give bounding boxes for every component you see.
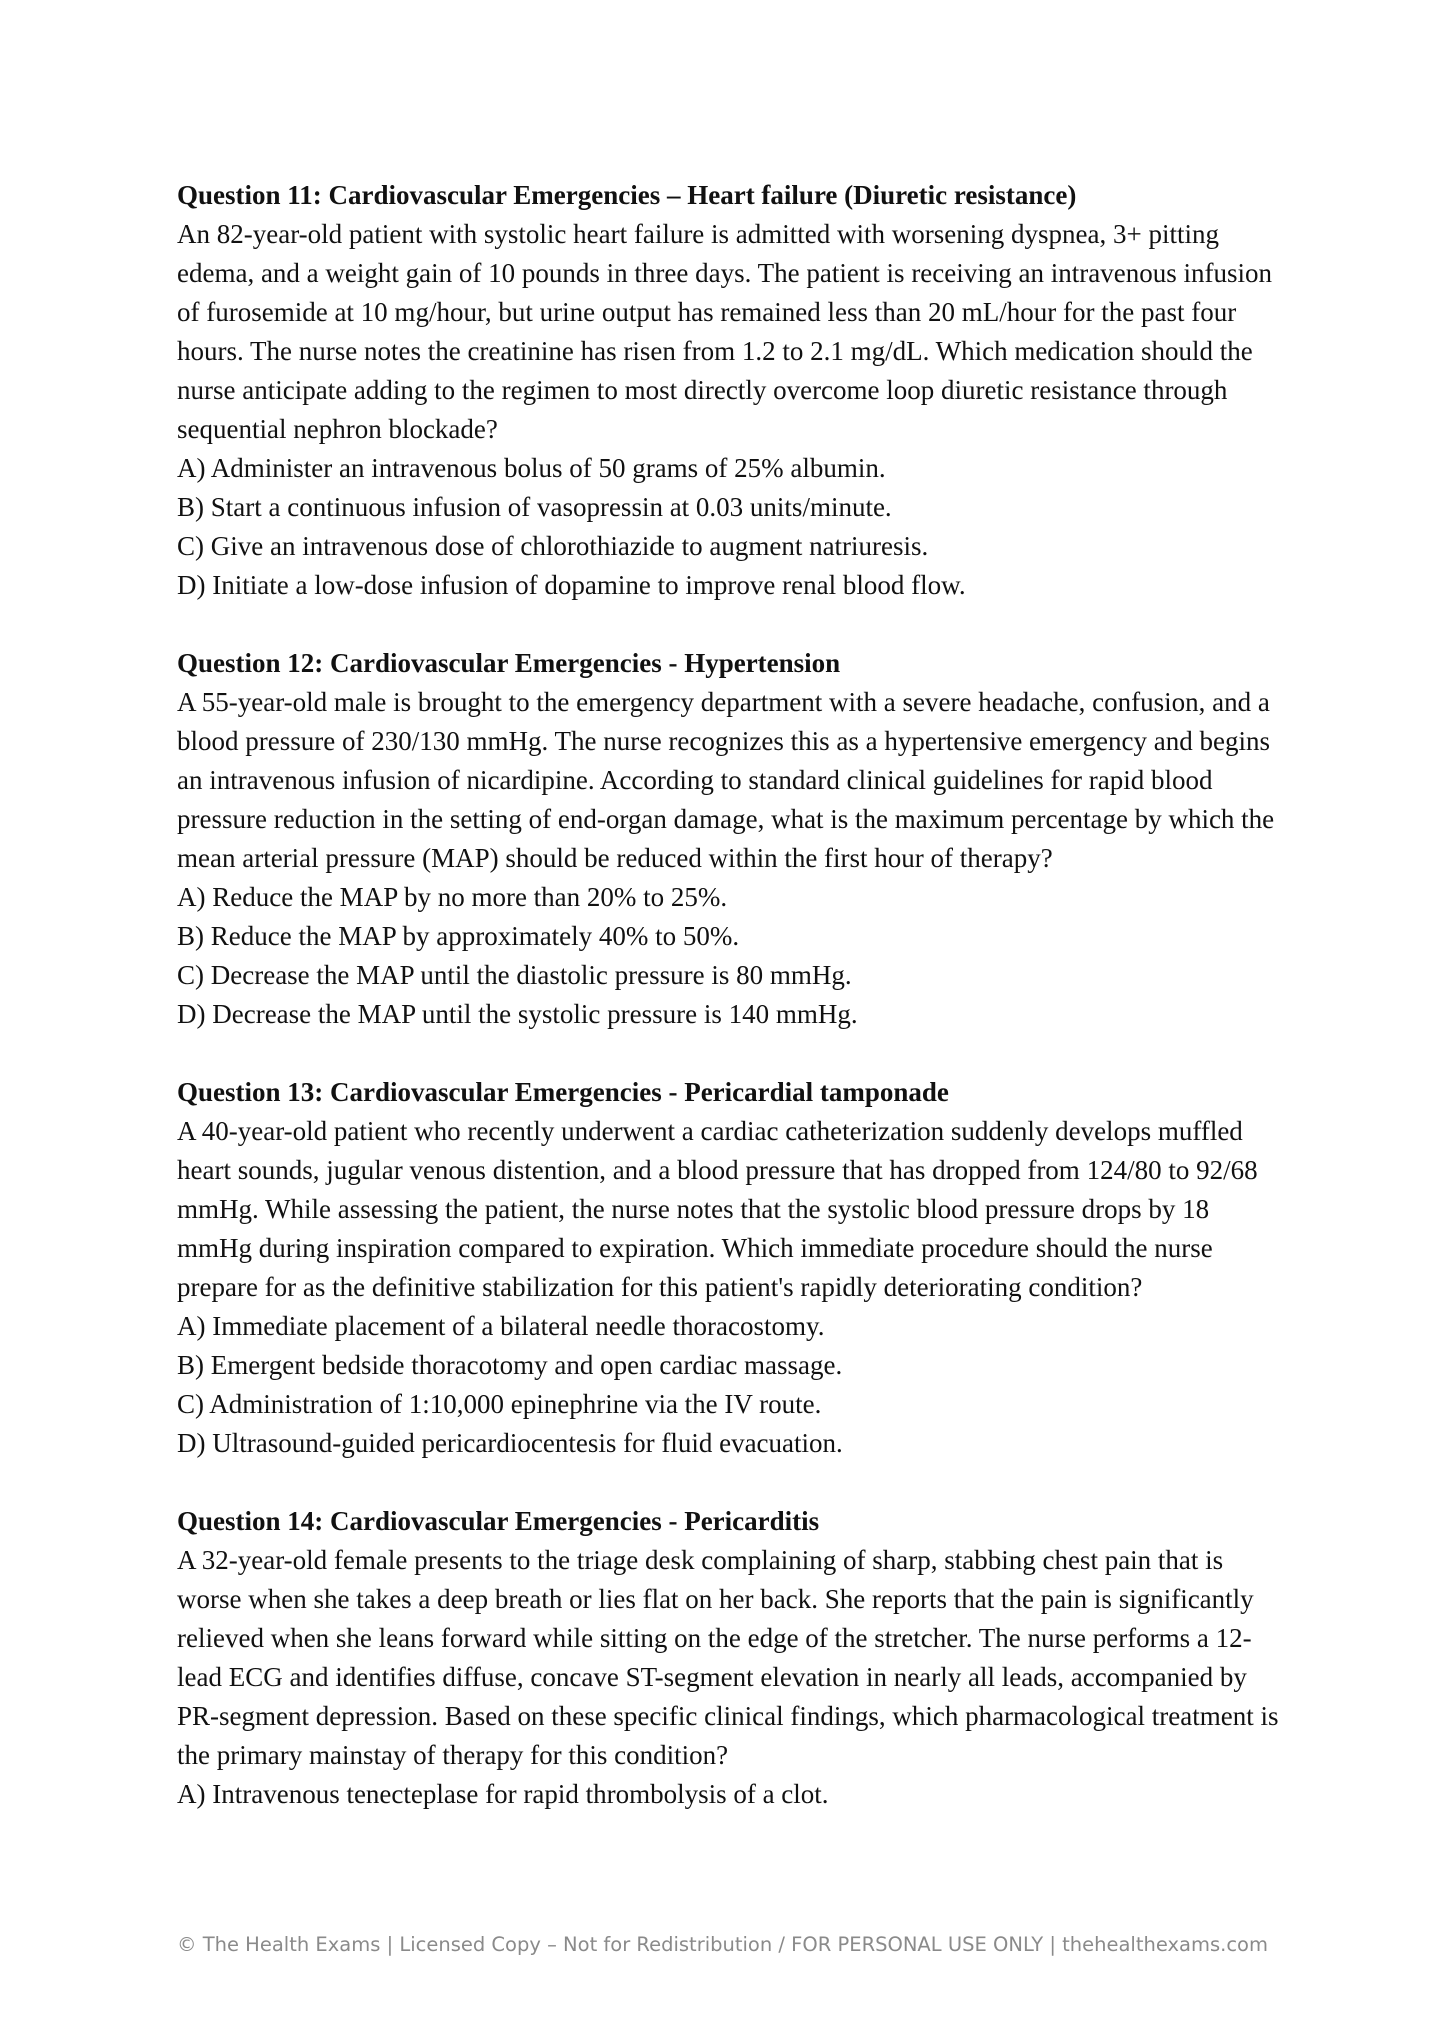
answer-options [177,1307,1287,1463]
question-14 [177,1502,1287,1814]
answer-option-c: C) Decrease the MAP until the diastolic pressure is 80 mmHg. [177,960,852,990]
answer-option-c: C) Administration of 1:10,000 epinephrine via the IV route. [177,1389,822,1419]
answer-option-d: D) Decrease the MAP until the systolic pressure is 140 mmHg. [177,999,858,1029]
answer-options [177,449,1287,605]
answer-option-c: C) Give an intravenous dose of chlorothiazide to augment natriuresis. [177,531,929,561]
answer-option-d: D) Ultrasound-guided pericardiocentesis for fluid evacuation. [177,1428,843,1458]
question-title: Question 11: Cardiovascular Emergencies – Heart failure (Diuretic resistance) [177,180,1077,210]
question-title: Question 14: Cardiovascular Emergencies - Pericarditis [177,1506,820,1536]
question-12 [177,644,1287,1034]
answer-option-a: A) Reduce the MAP by no more than 20% to 25%. [177,882,728,912]
question-stem: A 32-year-old female presents to the triage desk complaining of sharp, stabbing chest pain that is worse when she takes a deep breath or lies flat on her back. She reports that the pain is significantly relieved when she leans forward while sitting on the edge of the stretcher. The nurse performs a 12-lead ECG and identifies diffuse, concave ST-segment elevation in nearly all leads, accompanied by PR-segment depression. Based on these specific clinical findings, which pharmacological treatment is the primary mainstay of therapy for this condition? [177,1545,1279,1770]
question-title: Question 12: Cardiovascular Emergencies - Hypertension [177,648,841,678]
answer-option-a: A) Immediate placement of a bilateral needle thoracostomy. [177,1311,825,1341]
answer-option-b: B) Start a continuous infusion of vasopressin at 0.03 units/minute. [177,492,892,522]
answer-option-b: B) Reduce the MAP by approximately 40% to 50%. [177,921,740,951]
answer-option-b: B) Emergent bedside thoracotomy and open cardiac massage. [177,1350,843,1380]
answer-option-a: A) Intravenous tenecteplase for rapid thrombolysis of a clot. [177,1779,829,1809]
answer-options [177,1775,1287,1814]
copyright-footer: © The Health Exams | Licensed Copy – Not for Redistribution / FOR PERSONAL USE ONLY | thehealthexams.com [177,1933,1268,1956]
question-title: Question 13: Cardiovascular Emergencies - Pericardial tamponade [177,1077,949,1107]
question-stem: A 55-year-old male is brought to the emergency department with a severe headache, confusion, and a blood pressure of 230/130 mmHg. The nurse recognizes this as a hypertensive emergency and begins an intravenous infusion of nicardipine. According to standard clinical guidelines for rapid blood pressure reduction in the setting of end-organ damage, what is the maximum percentage by which the mean arterial pressure (MAP) should be reduced within the first hour of therapy? [177,687,1275,873]
question-stem: An 82-year-old patient with systolic heart failure is admitted with worsening dyspnea, 3+ pitting edema, and a weight gain of 10 pounds in three days. The patient is receiving an intravenous infusion of furosemide at 10 mg/hour, but urine output has remained less than 20 mL/hour for the past four hours. The nurse notes the creatinine has risen from 1.2 to 2.1 mg/dL. Which medication should the nurse anticipate adding to the regimen to most directly overcome loop diuretic resistance through sequential nephron blockade? [177,219,1272,444]
question-stem: A 40-year-old patient who recently underwent a cardiac catheterization suddenly develops muffled heart sounds, jugular venous distention, and a blood pressure that has dropped from 124/80 to 92/68 mmHg. While assessing the patient, the nurse notes that the systolic blood pressure drops by 18 mmHg during inspiration compared to expiration. Which immediate procedure should the nurse prepare for as the definitive stabilization for this patient's rapidly deteriorating condition? [177,1116,1258,1302]
questions-content [177,176,1287,1853]
answer-options [177,878,1287,1034]
question-11 [177,176,1287,605]
answer-option-a: A) Administer an intravenous bolus of 50 grams of 25% albumin. [177,453,886,483]
answer-option-d: D) Initiate a low-dose infusion of dopamine to improve renal blood flow. [177,570,966,600]
question-13 [177,1073,1287,1463]
